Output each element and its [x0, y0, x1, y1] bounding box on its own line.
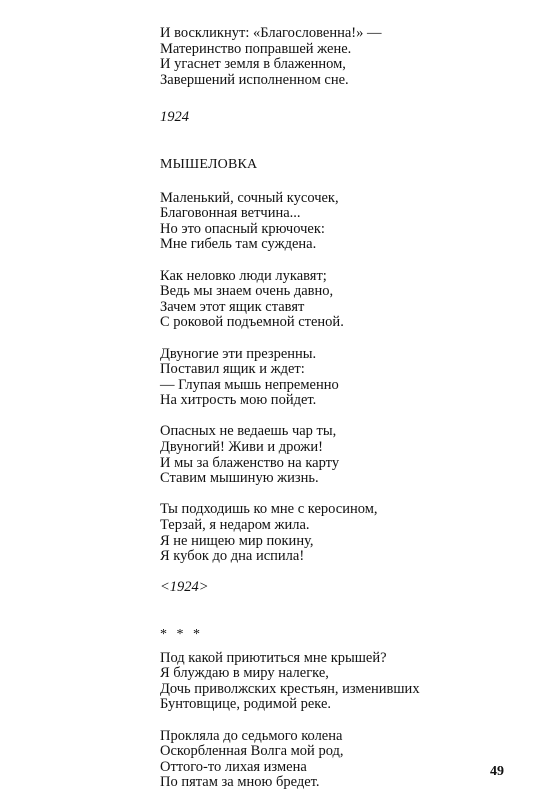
poem-line: Завершений исполненном сне.	[160, 71, 349, 88]
poem-line: Оскорбленная Волга мой род,	[160, 743, 344, 760]
poem-line: Поставил ящик и ждет:	[160, 361, 305, 378]
page-number: 49	[490, 764, 504, 779]
poem2-date: <1924>	[160, 579, 209, 596]
poem-line: Мне гибель там суждена.	[160, 236, 317, 253]
poem-line: — Глупая мышь непременно	[160, 376, 339, 393]
poem-line: Двуногие эти презренны.	[160, 345, 317, 362]
poem2-stanza-5	[160, 502, 520, 564]
poem2-stanza-4	[160, 424, 520, 486]
poem-line: Я не нищею мир покину,	[160, 532, 314, 549]
poem-line: Двуногий! Живи и дрожи!	[160, 439, 323, 456]
poem-line: Материнство поправшей жене.	[160, 40, 352, 57]
poem-line: Ты подходишь ко мне с керосином,	[160, 501, 378, 518]
poem-line: И мы за блаженство на карту	[160, 454, 340, 471]
poem-line: Ставим мышиную жизнь.	[160, 470, 319, 487]
poem3-stanza-2	[160, 729, 520, 791]
poem-line: Оттого-то лихая измена	[160, 758, 307, 775]
poem2-stanza-2	[160, 269, 520, 331]
poem-line: Маленький, сочный кусочек,	[160, 189, 339, 206]
poem-line: Но это опасный крючочек:	[160, 220, 325, 237]
poem-line: Ведь мы знаем очень давно,	[160, 283, 334, 300]
poem-line: На хитрость мою пойдет.	[160, 392, 317, 409]
poem-line: Прокляла до седьмого колена	[160, 727, 343, 744]
poem3-stanza-1	[160, 651, 520, 713]
poem-line: Благовонная ветчина...	[160, 205, 301, 222]
poem-line: Я блуждаю в миру налегке,	[160, 665, 329, 682]
poem2-stanza-3	[160, 347, 520, 409]
poem-line: Дочь приволжских крестьян, изменивших	[160, 680, 420, 697]
poem-line: Я кубок до дна испила!	[160, 548, 305, 565]
poem-line: Опасных не ведаешь чар ты,	[160, 423, 337, 440]
poem3-asterisks-header: * * *	[160, 627, 203, 642]
poem-line: И угаснет земля в блаженном,	[160, 56, 346, 73]
poem-line: С роковой подъемной стеной.	[160, 314, 344, 331]
poem-line: Как неловко люди лукавят;	[160, 267, 327, 284]
poem-line: И воскликнут: «Благословенна!» —	[160, 25, 382, 41]
poem1-final-stanza	[160, 26, 520, 88]
poem-line: Бунтовщице, родимой реке.	[160, 696, 332, 713]
poem-line: Под какой приютиться мне крышей?	[160, 649, 387, 666]
text-column	[160, 26, 520, 791]
poem-line: Зачем этот ящик ставят	[160, 298, 305, 315]
poem1-date: 1924	[160, 109, 189, 126]
poem-line: По пятам за мною бредет.	[160, 774, 320, 791]
poem2-title: МЫШЕЛОВКА	[160, 156, 258, 172]
poem2-stanza-1	[160, 191, 520, 253]
poem-line: Терзай, я недаром жила.	[160, 517, 310, 534]
